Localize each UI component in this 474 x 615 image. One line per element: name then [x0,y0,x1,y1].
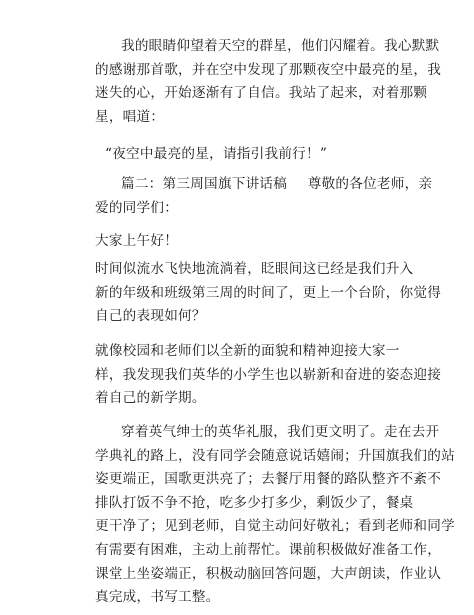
paragraph-time [95,258,442,329]
text-line: 我的眼睛仰望着天空的群星，他们闪耀着。我心默默 [121,38,440,54]
paragraph-stars [95,35,442,129]
paragraph-speech-heading [95,173,433,220]
text-line: 星，唱道： [95,108,165,125]
text-line: 更干净了；见到老师，自觉主动问好敬礼；看到老师和同学 [95,518,455,535]
text-line: 课堂上坐姿端正，积极动脑回答问题，大声朗读，作业认 [95,565,442,582]
text-line: 爱的同学们： [95,199,179,216]
text-line: 穿着英气绅士的英华礼服，我们更文明了。走在去开 [121,424,440,440]
paragraph-behavior [95,421,455,610]
text-line: 姿更端正，国歌更洪亮了；去餐厅用餐的路队整齐不紊不 [95,471,442,488]
text-line: 有需要有困难，主动上前帮忙。课前积极做好准备工作， [95,541,442,558]
paragraph-new-term [95,340,442,411]
text-line: 大家上午好！ [95,233,179,249]
text-line: 着自己的新学期。 [95,390,206,407]
text-line: 样，我发现我们英华的小学生也以崭新和奋进的姿态迎接 [95,366,442,383]
text-line: 学典礼的路上，没有同学会随意说话嬉闹；升国旗我们的站 [95,447,455,464]
text-line: 自己的表现如何？ [95,308,206,325]
text-line: “夜空中最亮的星，请指引我前行！” [105,146,328,162]
text-line: 迷失的心，开始逐渐有了自信。我站了起来，对着那颗 [95,85,428,102]
paragraph-song-quote [95,143,385,167]
text-line: 的感谢那首歌，并在空中发现了那颗夜空中最亮的星，我 [95,61,442,78]
text-line: 篇二：第三周国旗下讲话稿 尊敬的各位老师，亲 [121,176,433,192]
text-line: 新的年级和班级第三周的时间了，更上一个台阶，你觉得 [95,284,442,301]
paragraph-greeting [95,230,385,254]
text-line: 就像校园和老师们以全新的面貌和精神迎接大家一 [95,343,400,359]
text-line: 时间似流水飞快地流淌着，眨眼间这已经是我们升入 [95,261,414,277]
text-line: 真完成，书写工整。 [95,589,220,606]
text-line: 排队打饭不争不抢，吃多少打多少，剩饭少了，餐桌 [95,494,414,511]
